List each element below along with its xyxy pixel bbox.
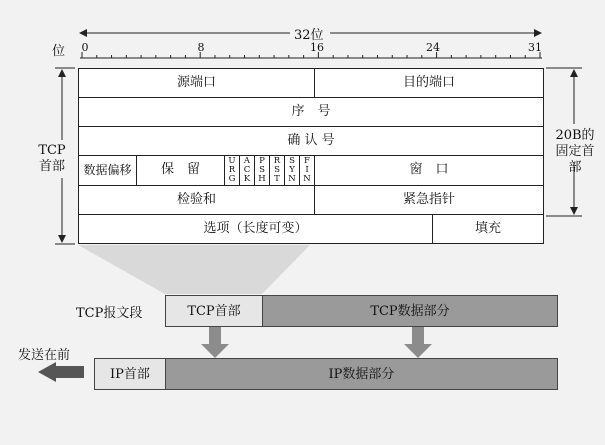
down-arrow-right	[404, 327, 432, 358]
flag-ack: A C K	[240, 156, 255, 186]
data-offset-field: 数据偏移	[79, 156, 137, 186]
tick-label-16: 16	[310, 41, 324, 54]
fixed-header-side-label: 20B的固定首部	[555, 128, 595, 175]
ip-header-box: IP首部	[94, 358, 166, 390]
width-label: 32位	[294, 28, 324, 43]
projection-shape	[78, 245, 310, 294]
down-arrow-left	[201, 327, 229, 358]
flag-syn: S Y N	[285, 156, 300, 186]
checksum-field: 检验和	[79, 186, 315, 215]
segment-data-box: TCP数据部分	[262, 295, 558, 327]
tcp-header-side-label: TCP首部	[38, 143, 66, 174]
send-first-label: 发送在前	[18, 348, 71, 363]
sequence-field: 序 号	[79, 98, 544, 127]
bit-unit-label: 位	[52, 44, 66, 59]
flag-rst: R S T	[270, 156, 285, 186]
flag-psh: P S H	[255, 156, 270, 186]
segment-header-box: TCP首部	[165, 295, 263, 327]
flag-urg: U R G	[225, 156, 240, 186]
tick-label-24: 24	[426, 41, 440, 54]
ip-data-box: IP数据部分	[165, 358, 558, 390]
tick-label-0: 0	[81, 41, 89, 54]
dest-port-field: 目的端口	[315, 69, 544, 98]
window-field: 窗 口	[315, 156, 544, 186]
send-direction-arrow	[38, 362, 84, 382]
ack-field: 确 认 号	[79, 127, 544, 156]
tick-label-8: 8	[197, 41, 205, 54]
tcp-segment-label: TCP报文段	[76, 306, 143, 321]
reserved-field: 保 留	[137, 156, 225, 186]
flag-fin: F I N	[300, 156, 315, 186]
tick-label-31: 31	[528, 41, 542, 54]
padding-field: 填充	[433, 215, 544, 244]
tcp-header-table	[78, 68, 544, 244]
source-port-field: 源端口	[79, 69, 315, 98]
urgent-pointer-field: 紧急指针	[315, 186, 544, 215]
options-field: 选项（长度可变）	[79, 215, 433, 244]
